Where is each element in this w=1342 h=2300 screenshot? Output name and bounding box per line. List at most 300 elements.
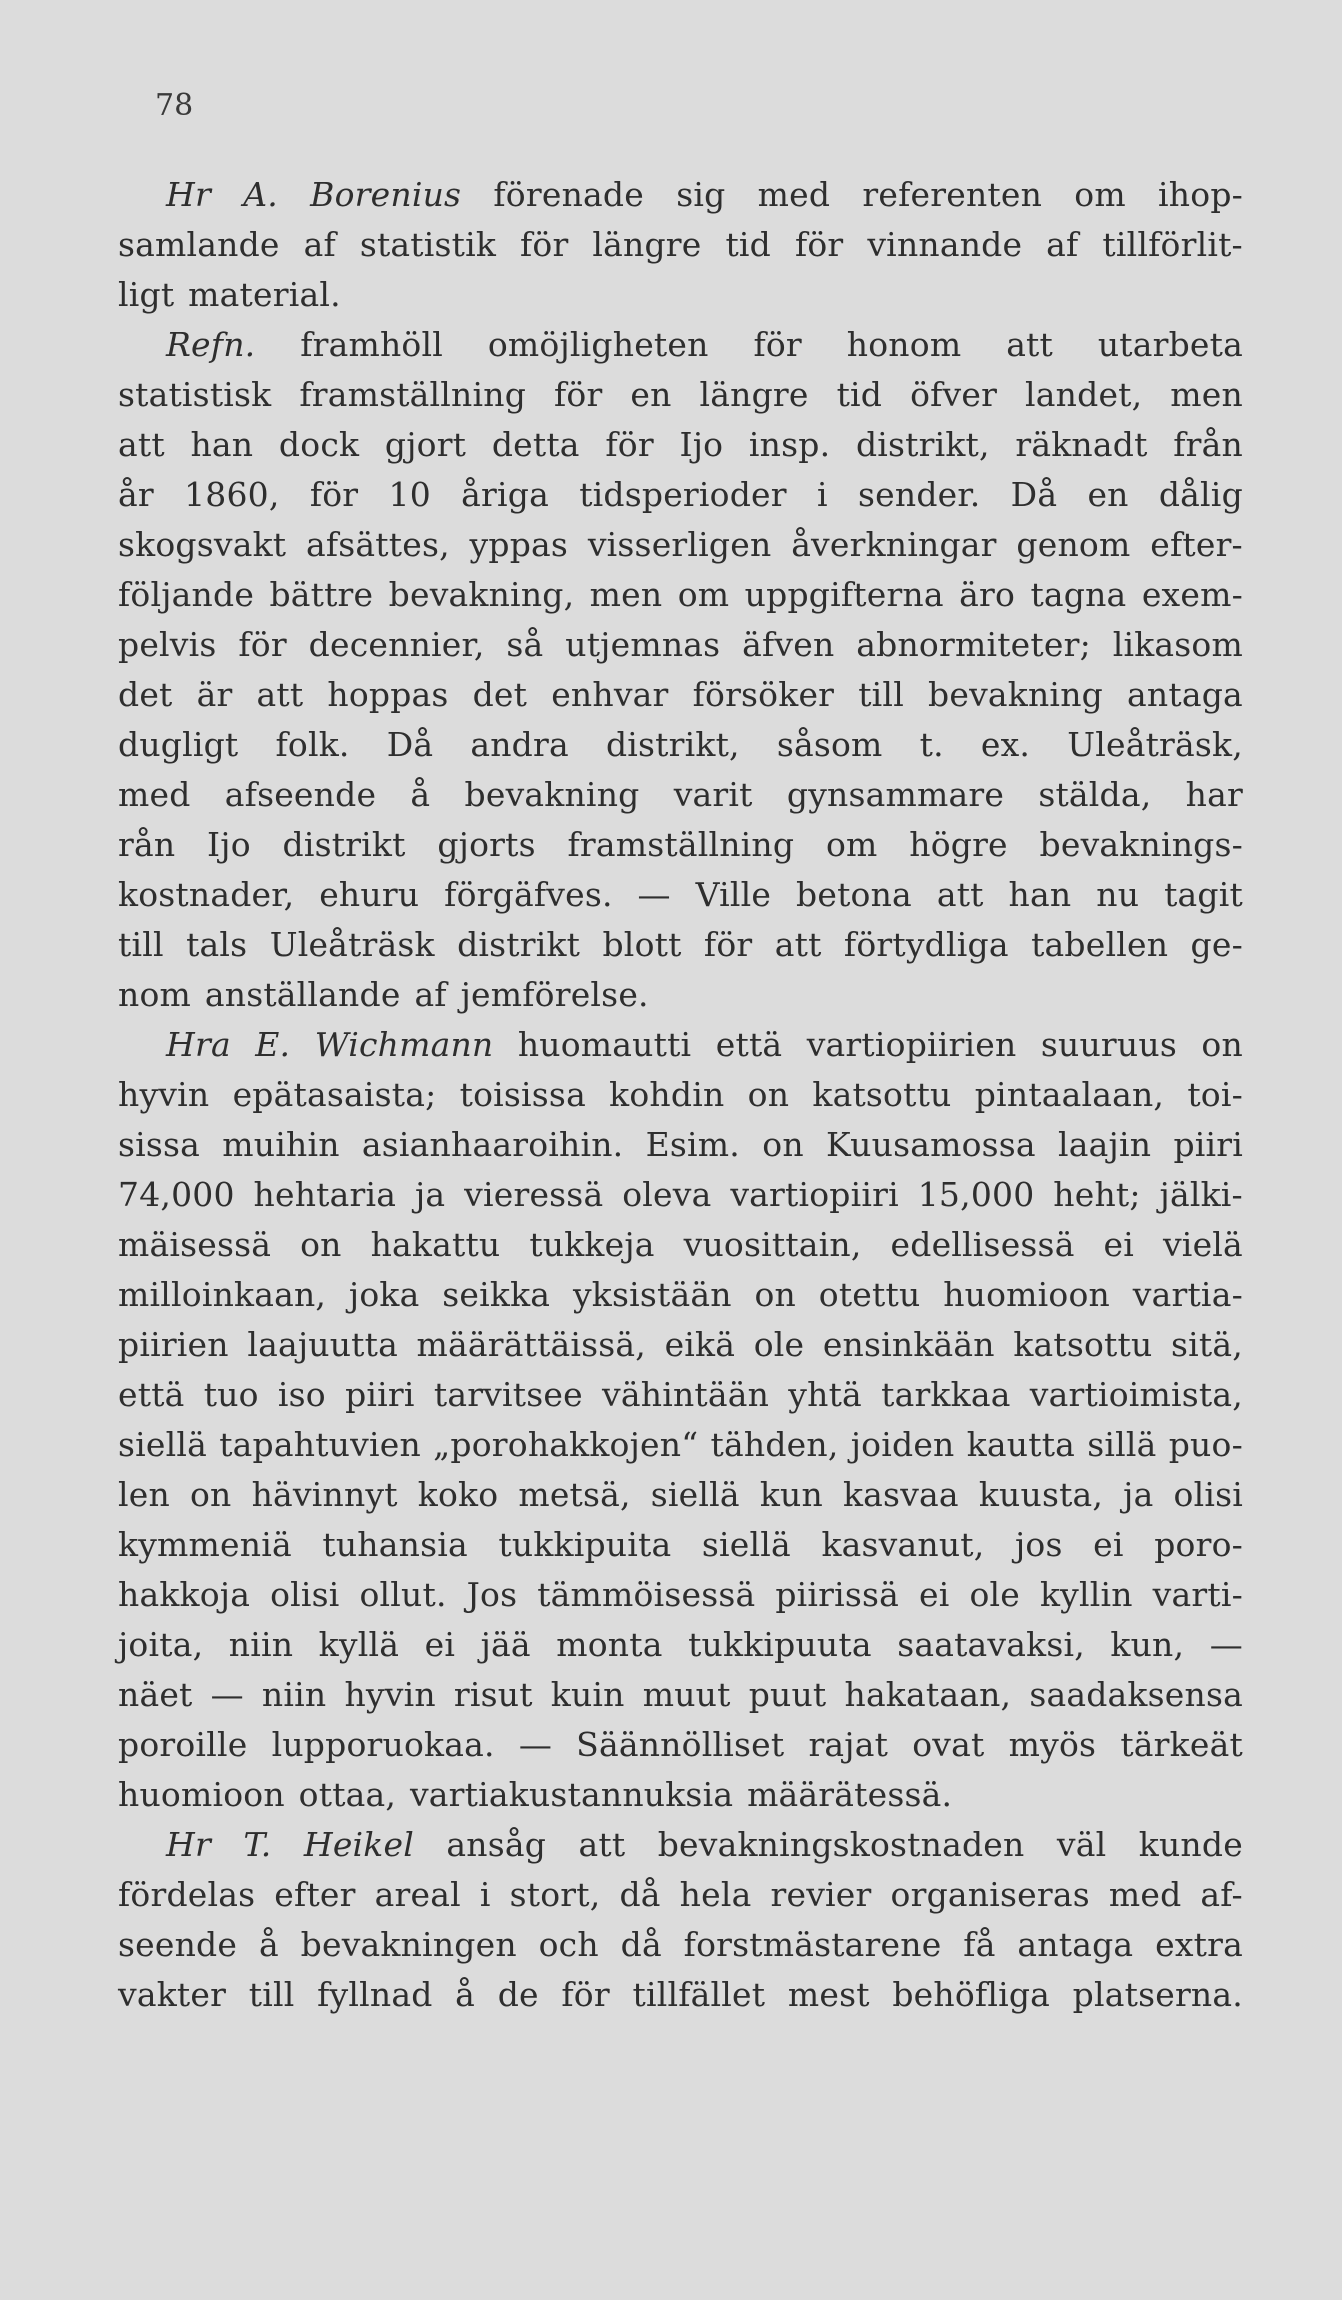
word: otettu xyxy=(818,1275,921,1314)
word: 1860, xyxy=(184,475,280,514)
word: anställande xyxy=(204,975,401,1014)
word: muut xyxy=(642,1675,731,1714)
text-line xyxy=(118,1570,1243,1620)
word: ex. xyxy=(980,725,1031,764)
word: han xyxy=(1008,875,1072,914)
text-line xyxy=(118,1370,1243,1420)
word: huomautti xyxy=(517,1025,692,1064)
word: että xyxy=(715,1025,783,1064)
speaker-name-word: Heikel xyxy=(303,1825,414,1864)
word: bevakning xyxy=(928,675,1103,714)
word: en xyxy=(1087,475,1129,514)
word: kuusta, xyxy=(978,1475,1104,1514)
word: näet xyxy=(118,1675,193,1714)
word: till xyxy=(858,675,904,714)
word: visserligen xyxy=(587,525,772,564)
word: landet, xyxy=(1025,375,1143,414)
word: on xyxy=(754,1275,796,1314)
word: asianhaaroihin. xyxy=(361,1125,624,1164)
word: väl xyxy=(1056,1825,1107,1864)
word: att xyxy=(1006,325,1053,364)
word: kun, xyxy=(1110,1625,1185,1664)
word: för xyxy=(703,925,753,964)
word: ihop- xyxy=(1158,175,1243,214)
word: dock xyxy=(278,425,360,464)
word: genom xyxy=(1016,525,1131,564)
word: vartioimista, xyxy=(1029,1375,1243,1414)
word: ei xyxy=(1093,1525,1124,1564)
word: tillförlit- xyxy=(1102,225,1243,264)
word: siellä xyxy=(701,1525,791,1564)
word: är xyxy=(196,675,233,714)
word: nom xyxy=(118,975,192,1014)
word: sig xyxy=(676,175,726,214)
word: ole xyxy=(969,1575,1020,1614)
word: rån xyxy=(118,825,176,864)
word: för xyxy=(794,225,844,264)
word: Ijo xyxy=(679,425,724,464)
body-text xyxy=(118,170,1243,2020)
word: vartia- xyxy=(1132,1275,1243,1314)
word: ole xyxy=(753,1325,805,1364)
word: afsättes, xyxy=(306,525,450,564)
word: med xyxy=(757,175,831,214)
word: ensinkään xyxy=(822,1325,995,1364)
text-line xyxy=(118,1820,1243,1870)
word: då xyxy=(620,1925,662,1964)
word: epätasaista; xyxy=(232,1075,437,1114)
word: högre xyxy=(909,825,1008,864)
word: ansåg xyxy=(446,1825,547,1864)
word: för xyxy=(519,225,569,264)
word: äfven xyxy=(742,625,835,664)
word: että xyxy=(118,1375,185,1414)
word: metsä, xyxy=(518,1475,631,1514)
word: en xyxy=(630,375,672,414)
word: att xyxy=(936,875,984,914)
word: det xyxy=(118,675,173,714)
word: så xyxy=(506,625,544,664)
word: huomioon xyxy=(118,1775,285,1814)
word: tagna xyxy=(1030,575,1127,614)
word: Då xyxy=(1010,475,1058,514)
word: jälki- xyxy=(1159,1175,1243,1214)
word: decennier, xyxy=(308,625,485,664)
word: afseende xyxy=(224,775,377,814)
word: för xyxy=(561,1975,610,2014)
word: blott xyxy=(602,925,682,964)
word: andra xyxy=(470,725,569,764)
word: määrättäissä, xyxy=(416,1325,646,1364)
word: joka xyxy=(348,1275,420,1314)
text-line xyxy=(118,620,1243,670)
word: vuosittain, xyxy=(683,1225,862,1264)
word: å xyxy=(455,1975,476,2014)
word: ligt xyxy=(118,275,175,314)
word: — xyxy=(637,875,671,914)
word: tagit xyxy=(1164,875,1243,914)
word: att xyxy=(118,425,165,464)
word: det xyxy=(472,675,528,714)
word: vartiakustannuksia xyxy=(409,1775,734,1814)
word: jos xyxy=(1014,1525,1063,1564)
word: ollut. xyxy=(359,1575,447,1614)
word: stälda, xyxy=(1038,775,1152,814)
word: gjorts xyxy=(437,825,536,864)
word: Ijo xyxy=(207,825,251,864)
text-line xyxy=(118,570,1243,620)
text-line xyxy=(118,1070,1243,1120)
word: hehtaria xyxy=(253,1175,397,1214)
word: om xyxy=(825,825,878,864)
word: olisi xyxy=(270,1575,340,1614)
text-line xyxy=(118,820,1243,870)
word: insp. xyxy=(748,425,831,464)
word: „porohakkojen“ xyxy=(433,1425,699,1464)
word: tuhansia xyxy=(322,1525,468,1564)
word: hakataan, xyxy=(844,1675,1012,1714)
word: ge- xyxy=(1190,925,1243,964)
word: statistisk xyxy=(118,375,272,414)
word: enhvar xyxy=(551,675,669,714)
word: få xyxy=(963,1925,996,1964)
word: stort, xyxy=(509,1875,601,1914)
word: niin xyxy=(228,1625,294,1664)
word: sender. xyxy=(858,475,981,514)
word: men xyxy=(1170,375,1243,414)
text-line xyxy=(118,220,1243,270)
word: i xyxy=(479,1875,491,1914)
word: de xyxy=(497,1975,539,2014)
word: för xyxy=(309,475,359,514)
word: ei xyxy=(919,1575,950,1614)
word: att xyxy=(774,925,822,964)
word: behöfliga xyxy=(892,1975,1051,2014)
word: tapahtuvien xyxy=(219,1425,421,1464)
word: hela xyxy=(679,1875,752,1914)
word: med xyxy=(1108,1875,1182,1914)
word: distrikt xyxy=(457,925,581,964)
speaker-name-word: Wichmann xyxy=(314,1025,494,1064)
text-line xyxy=(118,420,1243,470)
text-line xyxy=(118,1520,1243,1570)
word: ehuru xyxy=(319,875,420,914)
word: Uleåträsk, xyxy=(1067,725,1243,764)
word: len xyxy=(118,1475,170,1514)
text-line xyxy=(118,1970,1243,2020)
word: on xyxy=(1201,1025,1243,1064)
text-line xyxy=(118,470,1243,520)
text-line xyxy=(118,1620,1243,1670)
word: jemförelse. xyxy=(460,975,649,1014)
word: omöjligheten xyxy=(487,325,709,364)
word: laajuutta xyxy=(247,1325,398,1364)
text-line xyxy=(118,520,1243,570)
word: hakkoja xyxy=(118,1575,251,1614)
text-line xyxy=(118,1170,1243,1220)
word: kunde xyxy=(1138,1825,1243,1864)
word: såsom xyxy=(776,725,883,764)
word: on xyxy=(189,1475,232,1514)
word: hakattu xyxy=(370,1225,501,1264)
word: varit xyxy=(673,775,753,814)
word: areal xyxy=(374,1875,461,1914)
word: skogsvakt xyxy=(118,525,287,564)
word: då xyxy=(619,1875,661,1914)
word: niin xyxy=(261,1675,327,1714)
word: tukkipuita xyxy=(498,1525,672,1564)
word: piiri xyxy=(345,1375,415,1414)
word: katsottu xyxy=(812,1075,952,1114)
word: saatavaksi, xyxy=(897,1625,1085,1664)
word: material. xyxy=(188,275,341,314)
word: dålig xyxy=(1158,475,1243,514)
word: Jos xyxy=(466,1575,518,1614)
word: iso xyxy=(277,1375,326,1414)
word: af xyxy=(303,225,336,264)
text-line xyxy=(118,1320,1243,1370)
word: längre xyxy=(699,375,809,414)
word: Esim. xyxy=(645,1125,740,1164)
speaker-name-word: Hr xyxy=(166,1825,211,1864)
word: tid xyxy=(725,225,771,264)
word: on xyxy=(747,1075,790,1114)
text-line xyxy=(118,270,1243,320)
speaker-name-word: Hra xyxy=(166,1025,231,1064)
word: för xyxy=(605,425,654,464)
text-line xyxy=(118,170,1243,220)
word: piirien xyxy=(118,1325,229,1364)
word: tämmöisessä xyxy=(537,1575,756,1614)
text-line xyxy=(118,770,1243,820)
word: äro xyxy=(959,575,1016,614)
word: saadaksensa xyxy=(1029,1675,1243,1714)
text-line xyxy=(118,1470,1243,1520)
word: piiri xyxy=(1173,1125,1243,1164)
text-line xyxy=(118,1670,1243,1720)
word: siellä xyxy=(650,1475,740,1514)
word: att xyxy=(578,1825,626,1864)
text-line xyxy=(118,920,1243,970)
word: med xyxy=(118,775,191,814)
word: tuo xyxy=(203,1375,259,1414)
text-line xyxy=(118,1220,1243,1270)
word: å xyxy=(258,1925,279,1964)
word: antaga xyxy=(1127,675,1243,714)
word: gynsammare xyxy=(786,775,1005,814)
word: kostnader, xyxy=(118,875,295,914)
word: tals xyxy=(186,925,248,964)
word: yhtä xyxy=(788,1375,862,1414)
word: eikä xyxy=(664,1325,736,1364)
word: samlande xyxy=(118,225,280,264)
word: bevakningskostnaden xyxy=(657,1825,1025,1864)
word: för xyxy=(553,375,603,414)
word: utjemnas xyxy=(565,625,721,664)
word: seikka xyxy=(442,1275,551,1314)
word: kymmeniä xyxy=(118,1525,292,1564)
word: t. xyxy=(919,725,944,764)
word: bevakning xyxy=(464,775,640,814)
word: ei xyxy=(1103,1225,1135,1264)
word: heht; xyxy=(1053,1175,1141,1214)
word: tarkkaa xyxy=(881,1375,1011,1414)
word: Kuusamossa xyxy=(826,1125,1036,1164)
page-number: 78 xyxy=(155,88,194,123)
word: distrikt xyxy=(282,825,406,864)
text-line xyxy=(118,1120,1243,1170)
word: forstmästarene xyxy=(683,1925,942,1964)
word: rajat xyxy=(808,1725,889,1764)
word: kuin xyxy=(550,1675,625,1714)
speaker-name-word: Refn. xyxy=(166,325,256,364)
word: — xyxy=(1209,1625,1243,1664)
word: längre xyxy=(592,225,702,264)
word: vielä xyxy=(1162,1225,1243,1264)
word: å xyxy=(410,775,431,814)
word: — xyxy=(210,1675,244,1714)
word: hyvin xyxy=(118,1075,210,1114)
word: framställning xyxy=(299,375,527,414)
word: betona xyxy=(796,875,912,914)
word: risut xyxy=(453,1675,533,1714)
text-line xyxy=(118,320,1243,370)
word: följande xyxy=(118,575,255,614)
word: kasvaa xyxy=(842,1475,959,1514)
word: lupporuokaa. xyxy=(271,1725,495,1764)
text-line xyxy=(118,720,1243,770)
word: folk. xyxy=(275,725,350,764)
word: han xyxy=(190,425,254,464)
word: likasom xyxy=(1112,625,1243,664)
word: yksistään xyxy=(572,1275,732,1314)
word: antaga xyxy=(1017,1925,1134,1964)
word: bevakningen xyxy=(300,1925,517,1964)
word: exem- xyxy=(1141,575,1243,614)
speaker-name-word: A. xyxy=(243,175,278,214)
word: har xyxy=(1185,775,1243,814)
word: ovat xyxy=(912,1725,985,1764)
word: Då xyxy=(386,725,434,764)
word: förtydliga xyxy=(843,925,1009,964)
word: bättre xyxy=(269,575,374,614)
word: 74,000 xyxy=(118,1175,235,1214)
word: kautta xyxy=(966,1425,1076,1464)
word: jää xyxy=(480,1625,531,1664)
text-line xyxy=(118,1770,1243,1820)
word: 10 xyxy=(388,475,431,514)
speaker-name-word: Hr xyxy=(166,175,211,214)
word: Säännölliset xyxy=(576,1725,785,1764)
word: suuruus xyxy=(1040,1025,1177,1064)
speaker-name-word: T. xyxy=(243,1825,272,1864)
word: platserna. xyxy=(1072,1975,1243,2014)
word: nu xyxy=(1096,875,1140,914)
word: åriga xyxy=(461,475,549,514)
word: milloinkaan, xyxy=(118,1275,327,1314)
word: af xyxy=(414,975,447,1014)
word: toisissa xyxy=(459,1075,586,1114)
word: organiseras xyxy=(890,1875,1090,1914)
text-line xyxy=(118,1420,1243,1470)
word: bevakning, xyxy=(388,575,575,614)
word: poroille xyxy=(118,1725,248,1764)
word: siellä xyxy=(118,1425,208,1464)
word: ei xyxy=(424,1625,456,1664)
word: fyllnad xyxy=(317,1975,433,2014)
text-line xyxy=(118,1270,1243,1320)
text-line xyxy=(118,1720,1243,1770)
word: vakter xyxy=(118,1975,227,2014)
word: bevaknings- xyxy=(1039,825,1243,864)
text-line xyxy=(118,1920,1243,1970)
word: oleva xyxy=(622,1175,712,1214)
word: huomioon xyxy=(943,1275,1110,1314)
word: koko xyxy=(417,1475,499,1514)
word: år xyxy=(118,475,154,514)
text-line xyxy=(118,970,1243,1020)
word: gjort xyxy=(384,425,467,464)
word: Uleåträsk xyxy=(269,925,435,964)
word: kasvanut, xyxy=(821,1525,985,1564)
word: piirissä xyxy=(775,1575,900,1614)
word: och xyxy=(538,1925,599,1964)
word: utarbeta xyxy=(1097,325,1243,364)
word: ottaa, xyxy=(298,1775,397,1814)
word: om xyxy=(677,575,730,614)
word: on xyxy=(300,1225,342,1264)
word: distrikt, xyxy=(855,425,990,464)
text-line xyxy=(118,670,1243,720)
word: olisi xyxy=(1173,1475,1243,1514)
word: ja xyxy=(1123,1475,1154,1514)
word: framhöll xyxy=(300,325,443,364)
word: ja xyxy=(414,1175,446,1214)
text-line xyxy=(118,1870,1243,1920)
word: tidsperioder xyxy=(579,475,787,514)
word: sitä, xyxy=(1171,1325,1243,1364)
word: hyvin xyxy=(344,1675,436,1714)
word: tid xyxy=(836,375,883,414)
word: till xyxy=(248,1975,295,2014)
word: tähden, xyxy=(710,1425,839,1464)
speaker-name-word: Borenius xyxy=(310,175,462,214)
word: vinnande xyxy=(867,225,1023,264)
word: af- xyxy=(1200,1875,1243,1914)
word: efter- xyxy=(1150,525,1243,564)
word: Ville xyxy=(695,875,772,914)
word: till xyxy=(118,925,164,964)
word: distrikt, xyxy=(605,725,740,764)
word: mest xyxy=(787,1975,870,2014)
word: pelvis xyxy=(118,625,217,664)
word: förenade xyxy=(493,175,644,214)
word: kohdin xyxy=(609,1075,725,1114)
word: uppgifterna xyxy=(744,575,944,614)
word: vähintään xyxy=(602,1375,770,1414)
word: försöker xyxy=(692,675,835,714)
word: tärkeät xyxy=(1120,1725,1243,1764)
word: detta xyxy=(491,425,580,464)
word: tillfället xyxy=(632,1975,766,2014)
word: yppas xyxy=(469,525,569,564)
text-line xyxy=(118,870,1243,920)
word: tukkipuuta xyxy=(688,1625,872,1664)
word: joita, xyxy=(118,1625,204,1664)
word: åverkningar xyxy=(791,525,997,564)
word: för xyxy=(753,325,802,364)
word: 15,000 xyxy=(917,1175,1035,1214)
